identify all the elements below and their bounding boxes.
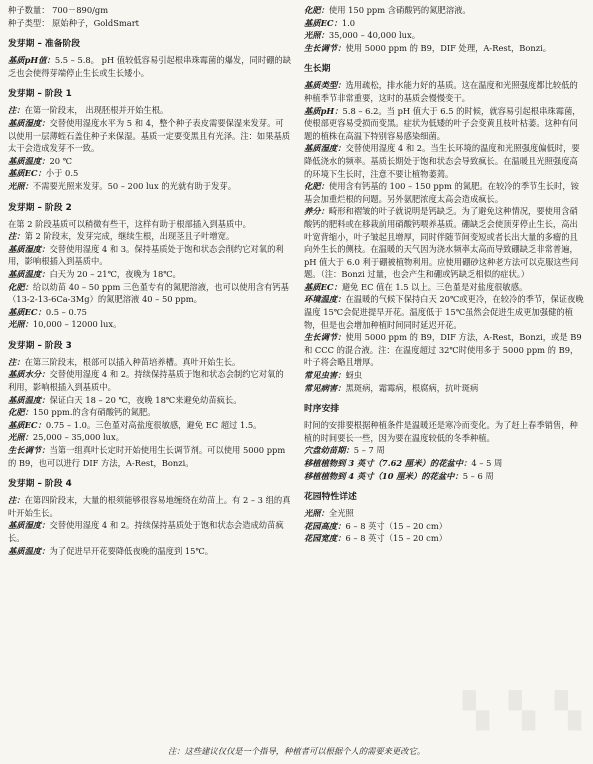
field-value: 黑斑病，霜霉病，根腐病，抗叶斑病 xyxy=(345,382,479,393)
field-label: 基质EC： xyxy=(8,306,46,317)
field-value: 使用含有钙基的 100 – 150 ppm 的氮肥。在较冷的季节生长时，铵基会加重烂根的问题。另外氨肥浓度太高会造成疯长。 xyxy=(304,181,579,204)
field-value: 4 – 5 周 xyxy=(471,458,503,468)
field-label: 生长调节： xyxy=(8,445,50,456)
field-label: 注： xyxy=(8,231,25,242)
text-line xyxy=(8,268,291,281)
field-value: 选用疏松，排水能力好的基质。这在温度和光照强度都比较低的种植季节非常重要，这时的基质会慢慢变干。 xyxy=(304,80,578,103)
field-label: 基质湿度： xyxy=(8,243,50,254)
text-line xyxy=(8,545,291,558)
field-value: 当第一组真叶长定时开始使用生长调节剂。可以使用 5000 ppm 的 B9，也可以进行 DIF 方法，A-Rest，Bonzi。 xyxy=(8,445,286,468)
text-line xyxy=(304,42,585,55)
text-line xyxy=(8,4,291,17)
section-heading: 发芽期 – 阶段 1 xyxy=(8,89,72,100)
text-line xyxy=(304,369,585,382)
field-label: 化肥： xyxy=(304,5,329,15)
field-value: 在第 2 阶段基质可以稍微有些干，这样有助于根部插入到基质中。 xyxy=(8,218,251,229)
field-value: 时间的安排要根据种植条件是温暖还是寒冷而变化。为了赶上春季销售，种植的时间要长一些，因为要在温度较低的冬季种植。 xyxy=(304,420,578,443)
text-line xyxy=(8,431,291,444)
field-label: 基质湿度： xyxy=(8,520,50,531)
text-line xyxy=(304,457,585,470)
field-value: 6 – 8 英寸（15 – 20 cm） xyxy=(345,520,447,531)
text-line xyxy=(8,117,291,155)
text-line xyxy=(304,205,585,281)
text-line xyxy=(8,406,291,419)
section-heading: 生长期 xyxy=(304,64,331,75)
field-value: 5 – 7 周 xyxy=(353,445,385,456)
field-label: 基质EC： xyxy=(304,17,342,28)
text-line xyxy=(8,368,291,393)
text-line xyxy=(8,167,291,180)
field-value: 交替使用湿度 4 和 2。持续保持基质处于饱和状态会造成幼苗疯长。 xyxy=(8,520,284,543)
field-value: 白天为 20 – 21℃，夜晚为 18℃。 xyxy=(49,268,181,279)
field-value: 在第一阶段末， 出现胚根并开始生根。 xyxy=(24,105,169,116)
field-label: 光照： xyxy=(304,30,329,41)
section-heading: 发芽期 – 阶段 4 xyxy=(8,479,72,490)
field-label: 基质湿度： xyxy=(8,117,50,128)
field-label: 花园宽度： xyxy=(304,533,346,544)
field-label: 基质湿度： xyxy=(304,143,346,154)
field-label: 基质水分： xyxy=(8,369,50,380)
field-label: 养分： xyxy=(304,206,329,217)
field-label: 环境温度： xyxy=(304,294,346,305)
field-value: 0.5 – 0.75 xyxy=(45,306,87,317)
field-label: 基质温度： xyxy=(8,394,50,405)
text-line xyxy=(304,142,585,180)
left-column xyxy=(8,4,291,557)
text-line xyxy=(8,419,291,432)
field-label: 常见虫害： xyxy=(304,370,346,381)
text-line xyxy=(304,29,585,42)
field-value: 畸形和褶皱的叶子就说明是钙缺乏。为了避免这种情况，要使用含硝酸钙的肥料或在移栽前用硝酸钙喂养基质。硼缺乏会使顶芽停止生长，高出叶宽背缩小，叶子皱起且增厚，同时伴随节间变短或者长出大量的多瘤的且向外生长的侧枝。在温暖的天气因为浇水频率太高而导致硼缺乏非常普遍，pH 值大于 6.0 利于硼被植物利用。应使用硼砂这种老方法可以克服这些问题。（注：Bonzi 过量，也会产生和硼或钙缺乏相似的症状。） xyxy=(304,206,579,280)
text-line xyxy=(304,17,585,30)
text-line xyxy=(304,470,585,483)
field-value: 保证白天 18 – 20 ℃，夜晚 18℃来避免幼苗疯长。 xyxy=(49,394,242,405)
field-value: 全光照 xyxy=(328,508,354,519)
field-value: 第 2 阶段末，发芽完成，继续生根，出现茎且子叶增宽。 xyxy=(24,231,235,242)
field-label: 基质EC： xyxy=(8,419,46,430)
field-label: 穴盘幼苗期： xyxy=(304,445,354,456)
field-label: 光照： xyxy=(304,508,329,519)
field-value: 种子数量： 700－890/gm xyxy=(8,5,109,15)
text-line xyxy=(8,17,291,30)
field-label: 移植植物到 3 英寸（7.62 厘米）的花盆中： xyxy=(304,458,472,468)
text-line xyxy=(304,419,585,444)
text-line xyxy=(304,293,585,331)
field-value: 交替使用湿度 4 和 2。持续保持基质于饱和状态会制约它对氧的利用，影响根插入到基质中。 xyxy=(8,369,284,393)
field-label: 注： xyxy=(8,105,25,116)
field-label: 化肥： xyxy=(304,181,329,192)
field-label: 基质pH值： xyxy=(8,55,55,66)
field-label: 移植植物到 4 英寸（10 厘米）的花盆中： xyxy=(304,470,463,481)
field-value: 150 ppm.的含有硝酸钙的氮肥。 xyxy=(32,407,156,418)
field-value: 给以幼苗 40 – 50 ppm 三色堇专有的氮肥溶液，也可以使用含有钙基（13-2-13-6Ca-3Mg）的氮肥溶液 40 – 50 ppm。 xyxy=(8,281,289,305)
text-line xyxy=(8,104,291,117)
text-line xyxy=(8,394,291,407)
field-value: 10,000 – 12000 lux。 xyxy=(32,319,122,330)
text-line xyxy=(304,331,585,369)
text-line xyxy=(304,105,585,143)
field-value: 20 ℃ xyxy=(49,155,72,166)
field-value: 交替使用湿度水平为 5 和 4，整个种子表皮需要保湿来发芽。可以使用一层薄蛭石盖住种子来保湿。基质一定要变黑且有光泽。注：如果基质太干会造成发芽不一致。 xyxy=(8,117,291,154)
text-line xyxy=(8,155,291,168)
field-label: 基质EC： xyxy=(8,168,46,179)
field-value: 5.5 – 5.8。 pH 值较低容易引起根串珠霉菌的爆发，同时硼的缺乏也会使得芽端停止生长或生长矮小。 xyxy=(8,55,292,78)
background-watermark: ▚ ▚ ▚ xyxy=(462,691,585,731)
text-line xyxy=(304,444,585,457)
text-line xyxy=(8,281,291,306)
field-value: 小于 0.5 xyxy=(45,168,79,179)
section-heading: 发芽期 – 准备阶段 xyxy=(8,39,81,50)
field-label: 基质类型： xyxy=(304,80,346,91)
text-line xyxy=(304,79,585,104)
field-label: 注： xyxy=(8,495,25,506)
text-line xyxy=(304,507,585,520)
field-value: 使用 150 ppm 含硝酸钙的氮肥溶液。 xyxy=(328,5,471,15)
text-line xyxy=(8,243,291,268)
field-label: 生长调节： xyxy=(304,332,346,343)
field-label: 光照： xyxy=(8,432,33,443)
field-label: 化肥： xyxy=(8,407,33,418)
field-value: 使用 5000 ppm 的 B9，DIF 方法，A-Rest，Bonzi，或是 B9 和 CCC 的混合液。注：在温度超过 32℃时使用多于 5000 ppm 的 B9，叶子将会略且增厚。 xyxy=(304,332,582,368)
field-value: 在第三阶段末，根部可以插入种苗培养槽。真叶开始生长。 xyxy=(24,356,241,367)
field-value: 1.0 xyxy=(341,17,356,28)
field-label: 基质EC： xyxy=(304,281,342,292)
text-line xyxy=(304,532,585,545)
section-heading: 时序安排 xyxy=(304,404,340,415)
field-value: 使用 5000 ppm 的 B9，DIF 处理，A-Rest，Bonzi。 xyxy=(345,42,552,53)
field-value: 蚜虫 xyxy=(345,370,363,381)
field-label: 常见病害： xyxy=(304,382,346,393)
footer-note: 注：这些建议仅仅是一个指导，种植者可以根据个人的需要来更改它。 xyxy=(167,746,426,757)
field-value: 0.75 – 1.0。三色堇对高盐度很敏感，避免 EC 超过 1.5。 xyxy=(45,419,262,430)
field-value: 避免 EC 值在 1.5 以上。三色堇是对盐度很敏感。 xyxy=(341,281,528,292)
field-value: 在温暖的气候下保持白天 20℃或更冷，在较冷的季节，保证夜晚温度 15℃会促进提早开花。温度低于 15℃虽然会促进生成更加强健的植物，但是也会增加种植时间同时延迟开花。 xyxy=(304,294,584,330)
field-value: 35,000 – 40,000 lux。 xyxy=(328,30,421,41)
field-label: 注： xyxy=(8,356,25,367)
right-column xyxy=(304,4,585,545)
text-line xyxy=(304,382,585,395)
field-value: 25,000 – 35,000 lux。 xyxy=(32,432,125,443)
field-value: 在第四阶段末，大量的根须能够很容易地缠绕在幼苗上。有 2 – 3 组的真叶开始生长。 xyxy=(8,495,291,518)
section-heading: 发芽期 – 阶段 2 xyxy=(8,202,72,213)
text-line xyxy=(8,519,291,544)
text-line xyxy=(8,180,291,193)
text-line xyxy=(8,230,291,243)
field-label: 基质温度： xyxy=(8,268,50,279)
text-line xyxy=(304,180,585,205)
text-line xyxy=(304,4,585,17)
field-value: 5 – 6 周 xyxy=(462,470,494,481)
field-value: 种子类型： 原始种子，GoldSmart xyxy=(8,17,139,28)
field-value: 为了促进早开花要降低夜晚的温度到 15℃。 xyxy=(49,545,214,556)
field-label: 花园高度： xyxy=(304,520,346,531)
text-line xyxy=(8,318,291,331)
field-value: 不需要光照来发芽。50 – 200 lux 的光就有助于发芽。 xyxy=(32,180,237,191)
field-label: 基质pH： xyxy=(304,105,343,116)
field-label: 化肥： xyxy=(8,281,33,292)
text-line xyxy=(8,306,291,319)
text-line xyxy=(8,356,291,369)
field-value: 交替使用湿度 4 和 3。保持基质处于饱和状态会削约它对氧的利用，影响根插入到基质中。 xyxy=(8,243,284,267)
field-value: 交替使用湿度 4 和 2。当生长环境的温度和光照强度偏低时，要降低浇水的频率。基质长期处于饱和状态会导致疯长。在温暖且光照强度高的环境下生长时，注意不要让植物萎蔫。 xyxy=(304,143,580,179)
field-label: 基质温度： xyxy=(8,545,50,556)
field-value: 5.8 – 6.2。当 pH 值大于 6.5 的时候，就容易引起根串珠霉菌，使根部更容易受损而变黑。症状为低矮的叶子会变黄且枝叶枯萎。这种有问题的植株在高温下特别容易感染细菌。 xyxy=(304,105,581,141)
text-line xyxy=(8,54,291,79)
field-label: 光照： xyxy=(8,319,33,330)
text-line xyxy=(8,218,291,231)
field-label: 基质温度： xyxy=(8,155,50,166)
text-line xyxy=(8,444,291,469)
field-value: 6 – 8 英寸（15 – 20 cm） xyxy=(345,533,447,544)
field-label: 光照： xyxy=(8,180,33,191)
text-line xyxy=(304,281,585,294)
field-label: 生长调节： xyxy=(304,42,346,53)
text-line xyxy=(8,494,291,519)
section-heading: 花园特性详述 xyxy=(304,492,357,503)
section-heading: 发芽期 – 阶段 3 xyxy=(8,340,72,351)
text-line xyxy=(304,520,585,533)
